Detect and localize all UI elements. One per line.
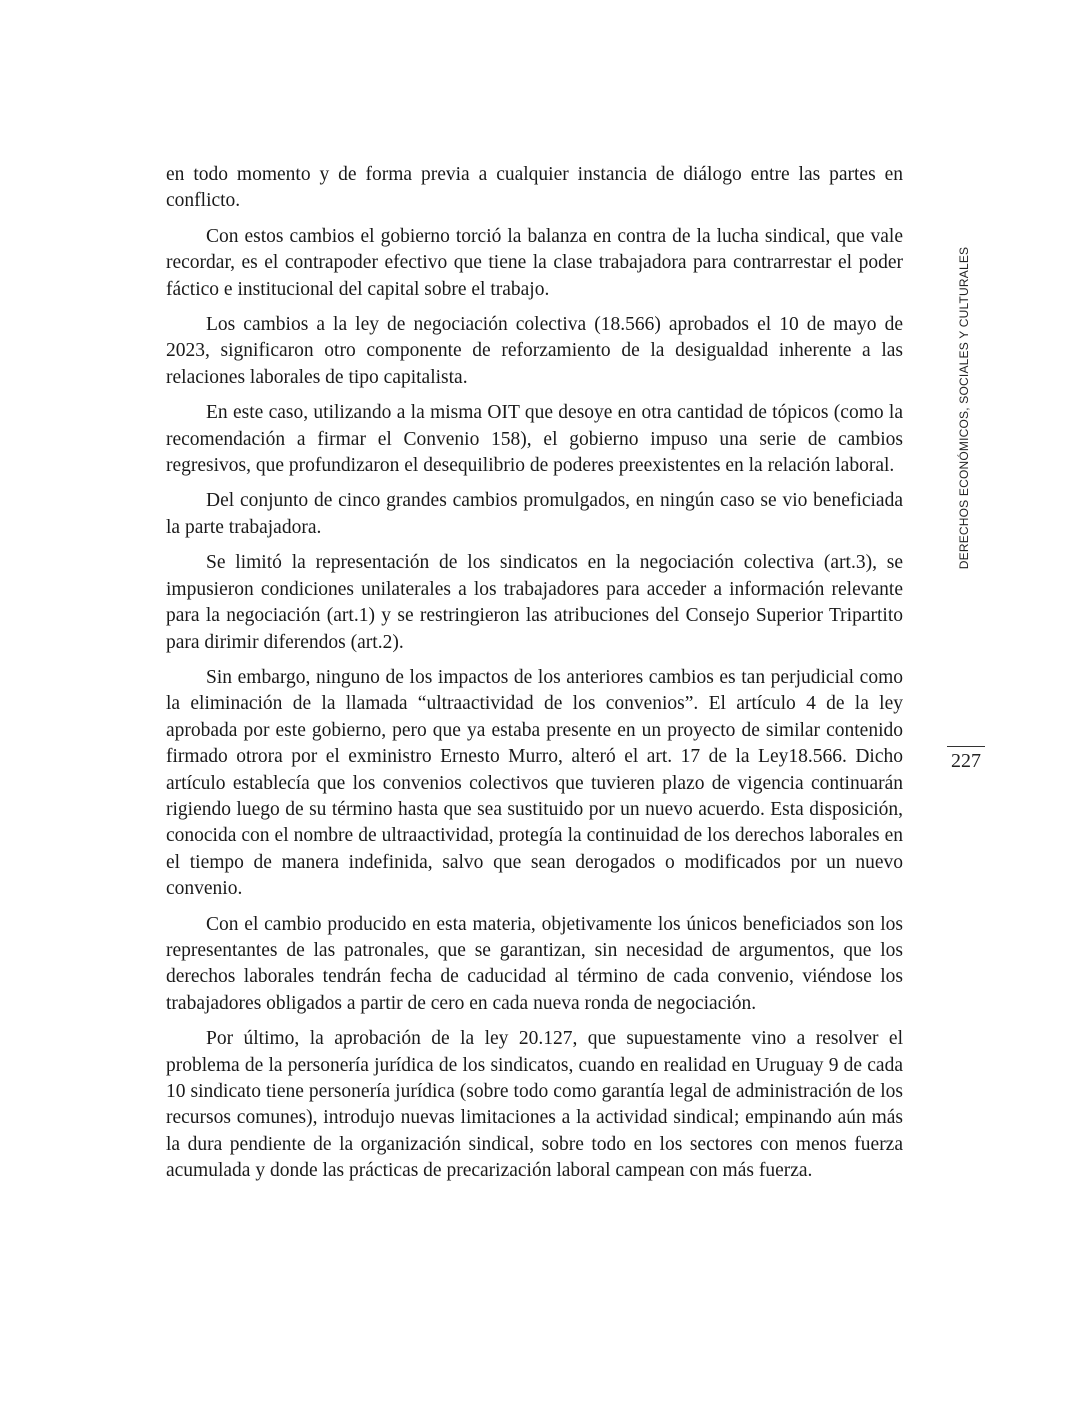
paragraph-9: Por último, la aprobación de la ley 20.127, que supuestamente vino a resolver el problema de la personería jurídica de los sindicatos, cuando en realidad en Uruguay 9 de cada 10 sindicato tiene personería jurídica (sobre todo como garantía legal de administración de los recursos comunes), introdujo nuevas limitaciones a la actividad sindical; empinando aún más la dura pendiente de la organización sindical, sobre todo en los sectores con menos fuerza acumulada y donde las prácticas de precarización laboral campean con más fuerza.: [166, 1028, 903, 1182]
paragraph-4: En este caso, utilizando a la misma OIT que desoye en otra cantidad de tópicos (como la recomendación a firmar el Convenio 158), el gobierno impuso una serie de cambios regresivos, que profundizaron el desequilibrio de poderes preexistentes en la relación laboral.: [166, 402, 903, 477]
running-head-text: DERECHOS ECONÓMICOS, SOCIALES Y CULTURALES: [957, 246, 972, 570]
paragraph-5: Del conjunto de cinco grandes cambios promulgados, en ningún caso se vio beneficiada la parte trabajadora.: [166, 490, 903, 538]
paragraph-8: Con el cambio producido en esta materia, objetivamente los únicos beneficiados son los representantes de las patronales, que se garantizan, sin necesidad de argumentos, que los derechos laborales tendrán fecha de caducidad al término de cada convenio, viéndose los trabajadores obligados a partir de cero en cada nueva ronda de negociación.: [166, 913, 903, 1014]
paragraph-7: Sin embargo, ninguno de los impactos de los anteriores cambios es tan perjudicial como la eliminación de la llamada “ultraactividad de los convenios”. El artículo 4 de la ley aprobada por este gobierno, pero que ya estaba presente en un proyecto de similar contenido firmado otrora por el exministro Ernesto Murro, alteró el art. 17 de la Ley18.566. Dicho artículo establecía que los convenios colectivos que tuvieren plazo de vigencia continuarán rigiendo luego de su término hasta que sea sustituido por un nuevo acuerdo. Esta disposición, conocida con el nombre de ultraactividad, protegía la continuidad de los derechos laborales en el tiempo de manera indefinida, salvo que sean derogados o modificados por un nuevo convenio.: [166, 666, 903, 900]
running-head: [944, 248, 984, 568]
paragraph-6: Se limitó la representación de los sindicatos en la negociación colectiva (art.3), se impusieron condiciones unilaterales a los trabajadores para acceder a información relevante para la negociación (art.1) y se restringieron las atribuciones del Consejo Superior Tripartito para dirimir diferendos (art.2).: [166, 552, 903, 653]
paragraph-3: Los cambios a la ley de negociación colectiva (18.566) aprobados el 10 de mayo de 2023, significaron otro componente de reforzamiento de la desigualdad inherente a las relaciones laborales de tipo capitalista.: [166, 314, 903, 388]
body-text: [166, 162, 903, 1194]
page-number-rule: [947, 746, 985, 747]
paragraph-1: en todo momento y de forma previa a cualquier instancia de diálogo entre las partes en conflicto.: [166, 164, 903, 212]
page-number: 227: [951, 750, 981, 772]
paragraph-2: Con estos cambios el gobierno torció la balanza en contra de la lucha sindical, que vale recordar, es el contrapoder efectivo que tiene la clase trabajadora para contrarrestar el poder fáctico e institucional del capital sobre el trabajo.: [166, 225, 903, 300]
